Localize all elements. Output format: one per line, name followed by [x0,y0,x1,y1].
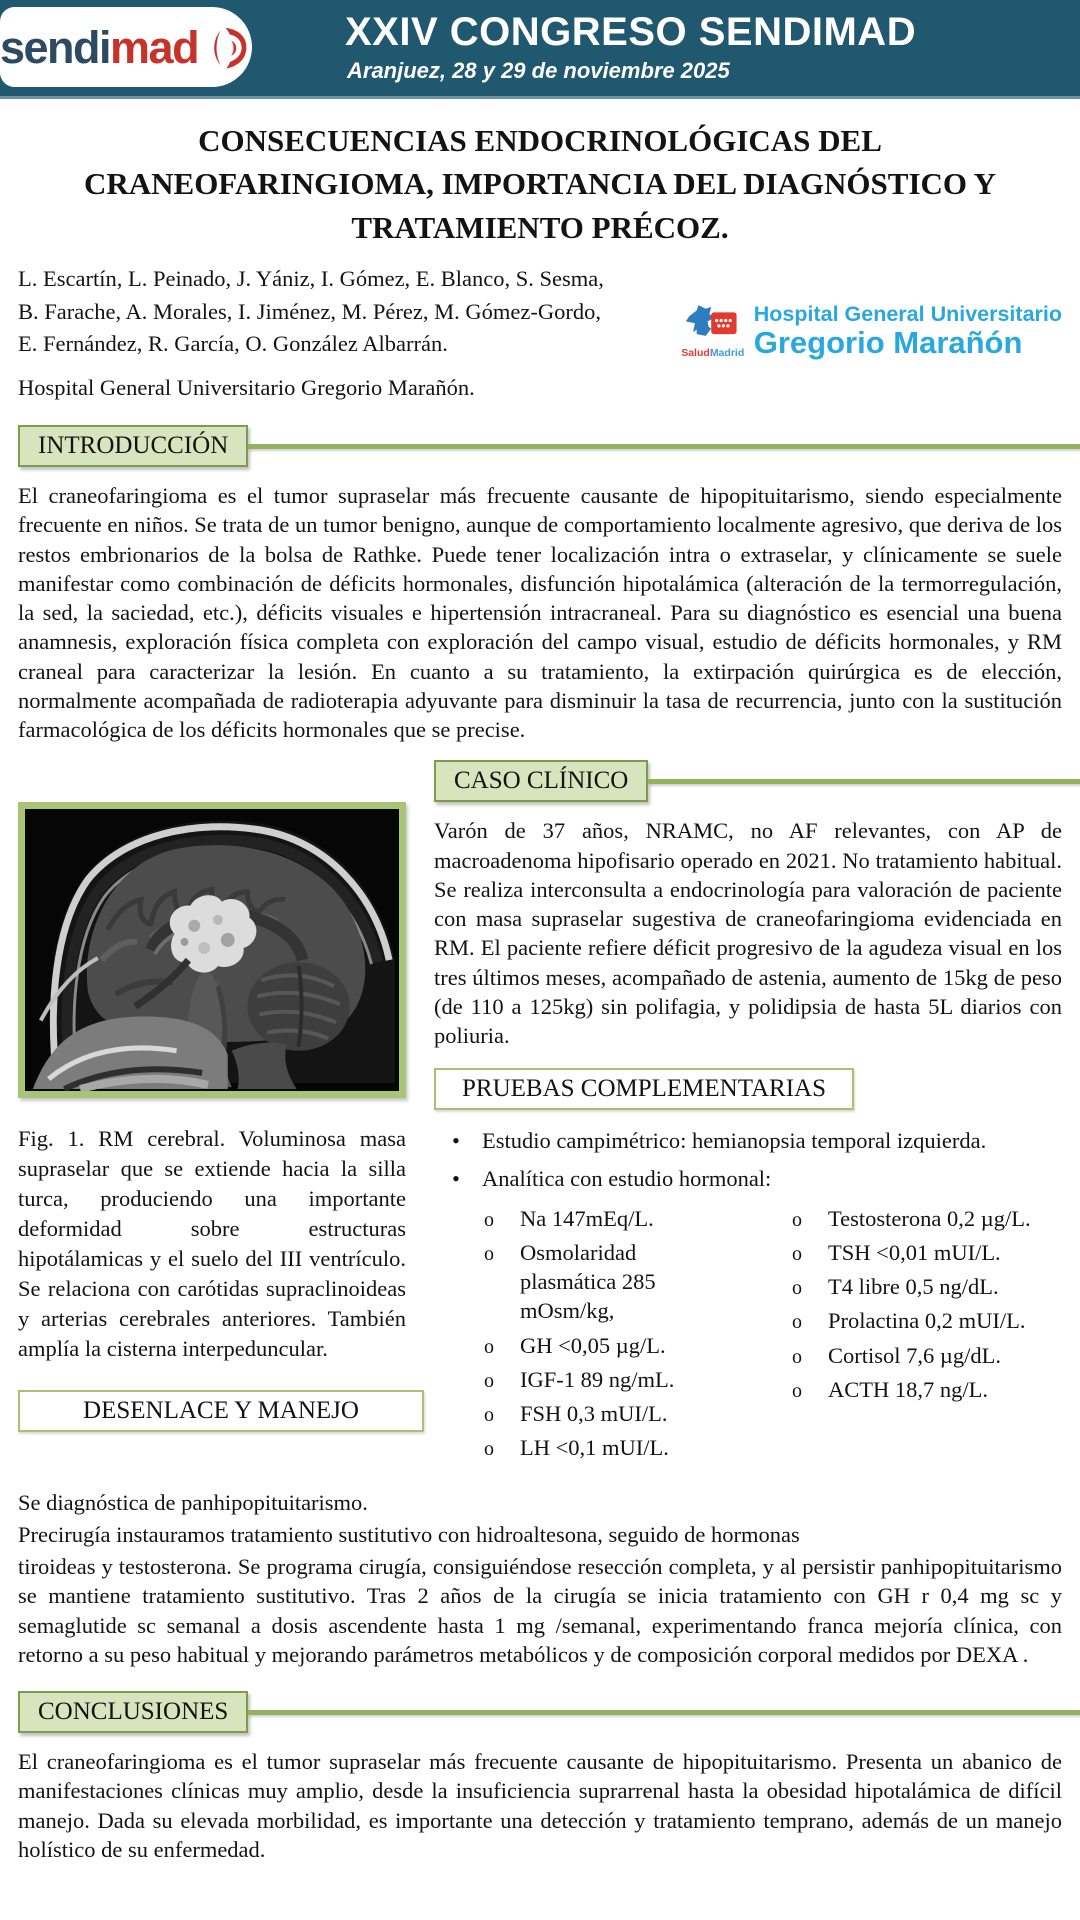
labs-left [484,1204,722,1468]
two-column-zone [18,754,1062,1467]
lab-item: o Prolactina 0,2 mUI/L. [792,1306,1044,1335]
lab-item: o IGF-1 89 ng/mL. [484,1365,722,1394]
lab-item: o FSH 0,3 mUI/L. [484,1399,722,1428]
pruebas-heading-box: PRUEBAS COMPLEMENTARIAS [434,1068,854,1110]
desenlace-line1: Se diagnóstica de panhipopituitarismo. [18,1489,368,1515]
labs-right [792,1204,1044,1468]
logo-part-sendi: sendi [0,21,111,73]
introduccion-heading-box: INTRODUCCIÓN [18,425,248,467]
lab-item: o Na 147mEq/L. [484,1204,722,1233]
hospital-name-line2: Gregorio Marañón [753,325,1023,361]
section-pruebas-header [434,1068,1080,1110]
conclusiones-heading-box: CONCLUSIONES [18,1691,248,1733]
caso-heading-box: CASO CLÍNICO [434,760,648,802]
figure-mri [18,802,406,1098]
byline-row [18,263,1062,361]
saludmadrid-icon [684,303,742,347]
sendimad-logo-text [0,21,199,73]
section-conclusiones-header [18,1691,1080,1733]
lab-item: o ACTH 18,7 ng/L. [792,1375,1044,1404]
lab-item: o Testosterona 0,2 µg/L. [792,1204,1044,1233]
bullet-item: • Estudio campimétrico: hemianopsia temporal izquierda. [452,1126,1062,1156]
lab-item: o T4 libre 0,5 ng/dL. [792,1272,1044,1301]
caso-body: Varón de 37 años, NRAMC, no AF relevantes, con AP de macroadenoma hipofisario operado en 2021. No tratamiento habitual. Se realiza interconsulta a endocrinología para valoración de paciente con masa supraselar sugestiva de craneofaringioma evidenciada en RM. El paciente refiere déficit progresivo de la agudeza visual en los tres últimos meses, acompañado de astenia, aumento de 15kg de peso (de 110 a 125kg) sin polifagia, y polidipsia de hasta 5L diarios con poliuria. [434,818,1062,1049]
salud-caption-part2: Madrid [709,347,745,360]
left-column [18,754,406,1467]
desenlace-line2: Precirugía instauramos tratamiento sustitutivo con hidroaltesona, seguido de hormonas [18,1521,800,1547]
logo-part-mad: mad [110,21,199,73]
poster-content [0,119,1080,1864]
conclusiones-body: El craneofaringioma es el tumor supraselar más frecuente causante de hipopituitarismo. Presenta un abanico de manifestaciones clínicas muy amplio, desde la insuficiencia suprarrenal hasta la obesidad hipotalámica de difícil manejo. Dada su elevada morbilidad, es importante una detección y tratamiento temprano, además de un manejo holístico de su enfermedad. [18,1749,1062,1862]
hospital-name [754,303,1062,360]
caso-rule [648,779,1080,784]
introduccion-body: El craneofaringioma es el tumor supraselar más frecuente causante de hipopituitarismo, siendo especialmente frecuente en niños. Se trata de un tumor benigno, aunque de comportamiento localmente agresivo, que deriva de los restos embrionarios de la bolsa de Rathke. Puede tener localización intra o extraselar, y clínicamente se suele manifestar como combinación de déficits hormonales, disfunción hipotalámica (alteración de la termorregulación, la sed, la saciedad, etc.), déficits visuales e hipertensión intracraneal. Para su diagnóstico es esencial una buena anamnesis, exploración física completa con exploración del campo visual, estudio de déficits hormonales, y RM craneal para caracterizar la lesión. En cuanto a su tratamiento, la extirpación quirúrgica es de elección, normalmente acompañada de radioterapia adyuvante para disminuir la tasa de recurrencia, junto con la sustitución farmacológica de los déficits hormonales que se precise. [18,483,1062,743]
lab-item: o Cortisol 7,6 µg/dL. [792,1341,1044,1370]
authors: L. Escartín, L. Peinado, J. Yániz, I. Gómez, E. Blanco, S. Sesma, B. Farache, A. Morales, I. Jiménez, M. Pérez, M. Gómez-Gordo, E. Fernández, R. García, O. González Albarrán. [18,266,604,357]
desenlace-body [18,1488,1062,1670]
labs-columns [434,1204,1062,1468]
salud-caption-part1: Salud [681,347,710,360]
affiliation: Hospital General Universitario Gregorio Marañón. [18,375,475,401]
figure-caption: Fig. 1. RM cerebral. Voluminosa masa supraselar que se extiende hacia la silla turca, produciendo una importante deformidad sobre estructuras hipotálamicas y el suelo del III ventrículo. Se relaciona con carótidas supraclinoideas y arterias cerebrales anteriores. También amplía la cisterna interpeduncular. [18,1126,406,1361]
introduccion-rule [248,444,1080,449]
congress-title: XXIV CONGRESO SENDIMAD [345,10,917,54]
desenlace-paragraph: tiroideas y testosterona. Se programa cirugía, consiguiéndose resección completa, y al persistir panhipopituitarismo se mantiene tratamiento sustitutivo. Tras 2 años de la cirugía se inicia tratamiento con GH r 0,4 mg sc y semaglutide sc semanal a dosis ascendente hasta 1 mg /semanal, experimentando franca mejoría clínica, con retorno a su peso habitual y mejorando parámetros metabólicos y de composición corporal medidos por DEXA . [18,1554,1062,1667]
bullet-item: • Analítica con estudio hormonal: [452,1164,1062,1194]
sendimad-logo [0,7,252,87]
lab-item: o TSH <0,01 mUI/L. [792,1238,1044,1267]
section-caso-header [434,760,1080,802]
sendimad-crescents-icon [204,21,252,73]
section-introduccion-header [18,425,1080,467]
saludmadrid-block [680,303,746,359]
pruebas-bullets [434,1126,1062,1193]
desenlace-heading-box: DESENLACE Y MANEJO [18,1390,424,1432]
hospital-name-line1: Hospital General Universitario [753,302,1062,327]
section-desenlace-header [18,1390,424,1432]
right-column [434,754,1062,1467]
lab-item: o GH <0,05 µg/L. [484,1331,722,1360]
poster-title: CONSECUENCIAS ENDOCRINOLÓGICAS DEL CRANEOFARINGIOMA, IMPORTANCIA DEL DIAGNÓSTICO Y TRATAMIENTO PRÉCOZ. [83,123,997,245]
mri-brain-image [25,809,399,1091]
congress-subtitle: Aranjuez, 28 y 29 de noviembre 2025 [347,58,730,83]
lab-item: o Osmolaridad plasmática 285 mOsm/kg, [484,1238,722,1326]
hospital-logo [680,303,1062,360]
saludmadrid-caption [681,348,744,359]
conclusiones-rule [248,1710,1080,1715]
lab-item: o LH <0,1 mUI/L. [484,1433,722,1462]
congress-banner [0,0,1080,99]
